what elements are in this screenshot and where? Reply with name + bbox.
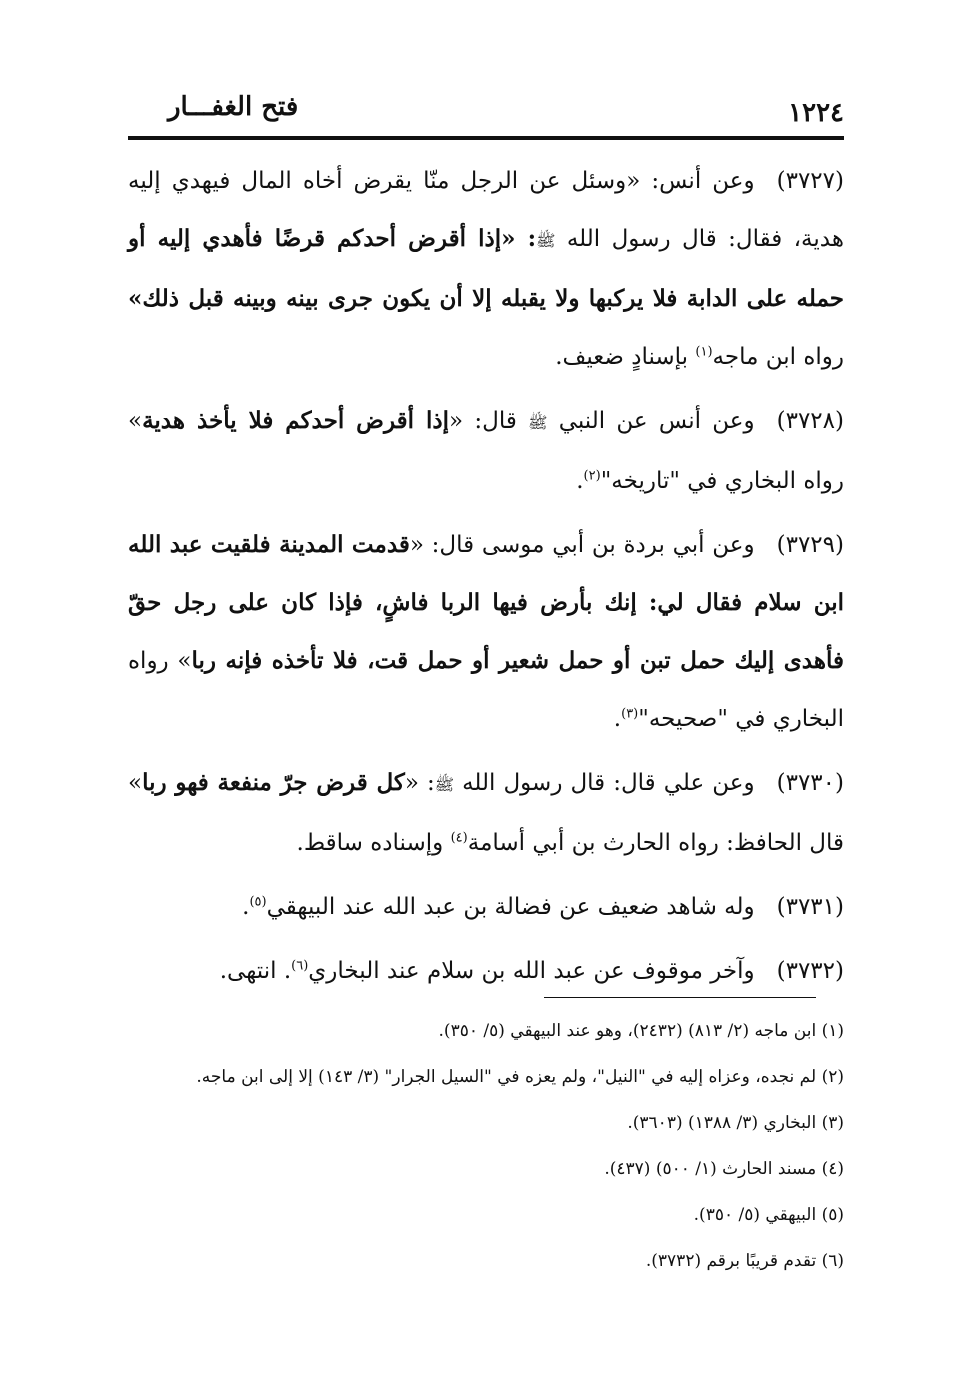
footnote: (٤) مسند الحارث (١/ ٥٠٠) (٤٣٧). bbox=[604, 1159, 844, 1179]
honorific-glyph: ﷺ bbox=[536, 231, 556, 250]
narration-text: : « bbox=[404, 770, 435, 796]
hadith-number: (٣٧٢٨) bbox=[776, 408, 844, 434]
hadith-paragraph bbox=[128, 754, 844, 872]
footnote-ref: (٥) bbox=[249, 894, 267, 910]
hadith-number: (٣٧٣٢) bbox=[776, 958, 844, 984]
narration-text: وله شاهد ضعيف عن فضالة بن عبد الله عند البيهقي bbox=[266, 894, 755, 920]
narration-text: رواه ابن ماجه bbox=[712, 344, 844, 370]
hadith-paragraph bbox=[128, 516, 844, 748]
narration-text: . bbox=[576, 468, 584, 494]
hadith-number: (٣٧٢٩) bbox=[776, 532, 844, 558]
honorific-glyph: ﷺ bbox=[528, 413, 548, 432]
hadith-number: (٣٧٣٠) bbox=[776, 770, 844, 796]
page-number: ١٢٢٤ bbox=[788, 98, 844, 128]
footnote-ref: (١) bbox=[695, 344, 713, 360]
footnote-ref: (٣) bbox=[621, 706, 639, 722]
hadith-number: (٣٧٣١) bbox=[776, 894, 844, 920]
narration-text: . انتهى. bbox=[219, 958, 292, 984]
hadith-quote: : «إذا أقرض أحدكم قرضًا فأهدي إليه أو حمله على الدابة فلا يركبها ولا يقبله إلا أن يكون جرى بينه وبينه قبل ذلك» bbox=[128, 225, 844, 312]
main-text bbox=[128, 152, 844, 1006]
footnote-ref: (٦) bbox=[291, 958, 309, 974]
book-title: فتح الغفـــار bbox=[168, 92, 299, 122]
hadith-paragraph bbox=[128, 392, 844, 510]
narration-text: وإسناده ساقط. bbox=[296, 830, 451, 856]
footnote-ref: (٢) bbox=[583, 468, 601, 484]
hadith-paragraph bbox=[128, 878, 844, 936]
narration-text: . bbox=[242, 894, 250, 920]
narration-text: وعن أنس عن النبي bbox=[547, 408, 755, 434]
narration-text: وعن علي قال: قال رسول الله bbox=[454, 770, 755, 796]
narration-text: وآخر موقوف عن عبد الله بن سلام عند البخاري bbox=[308, 958, 755, 984]
footnote: (٢) لم نجده، وعزاه إليه في "النيل"، ولم يعزه في "السيل الجرار" (٣/ ١٤٣) إلا إلى ابن ماجه. bbox=[196, 1067, 844, 1087]
hadith-quote: إذا أقرض أحدكم فلا يأخذ هدية bbox=[142, 407, 450, 434]
footnotes bbox=[128, 1008, 844, 1284]
page-header bbox=[128, 92, 844, 132]
hadith-paragraph bbox=[128, 942, 844, 1000]
hadith-quote: قدمت المدينة فلقيت عبد الله ابن سلام فقال لي: إنك بأرض فيها الربا فاشٍ، فإذا كان على رجل حقّ فأهدى إليك حمل تبن أو حمل شعير أو حمل قت، فلا تأخذه فإنه ربا bbox=[128, 531, 844, 674]
footnote: (٣) البخاري (٣/ ١٣٨٨) (٣٦٠٣). bbox=[627, 1113, 844, 1133]
narration-text: » رواه البخاري في "صحيحه" bbox=[128, 648, 844, 732]
narration-text: وعن أبي بردة بن أبي موسى قال: « bbox=[409, 532, 755, 558]
narration-text: » رواه البخاري في "تاريخه" bbox=[128, 408, 844, 494]
narration-text: وعن أنس: «وسئل عن الرجل منّا يقرض أخاه المال فيهدي إليه هدية، فقال: قال رسول الله bbox=[128, 168, 844, 252]
hadith-quote: كل قرض جرّ منفعة فهو ربا bbox=[142, 769, 405, 796]
hadith-number: (٣٧٢٧) bbox=[776, 168, 844, 194]
footnote-separator bbox=[544, 997, 816, 998]
narration-text: بإسنادٍ ضعيف. bbox=[555, 344, 696, 370]
footnote: (٦) تقدم قريبًا برقم (٣٧٣٢). bbox=[645, 1251, 844, 1271]
narration-text: » قال الحافظ: رواه الحارث بن أبي أسامة bbox=[128, 770, 844, 856]
narration-text: . bbox=[613, 706, 622, 732]
honorific-glyph: ﷺ bbox=[434, 775, 455, 794]
footnote-ref: (٤) bbox=[450, 830, 468, 846]
hadith-paragraph bbox=[128, 152, 844, 386]
footnote: (٥) البيهقي (٥/ ٣٥٠). bbox=[693, 1205, 844, 1225]
footnote: (١) ابن ماجه (٢/ ٨١٣) (٢٤٣٢)، وهو عند البيهقي (٥/ ٣٥٠). bbox=[438, 1021, 844, 1041]
narration-text: قال: « bbox=[449, 408, 529, 434]
header-rule bbox=[128, 136, 844, 140]
